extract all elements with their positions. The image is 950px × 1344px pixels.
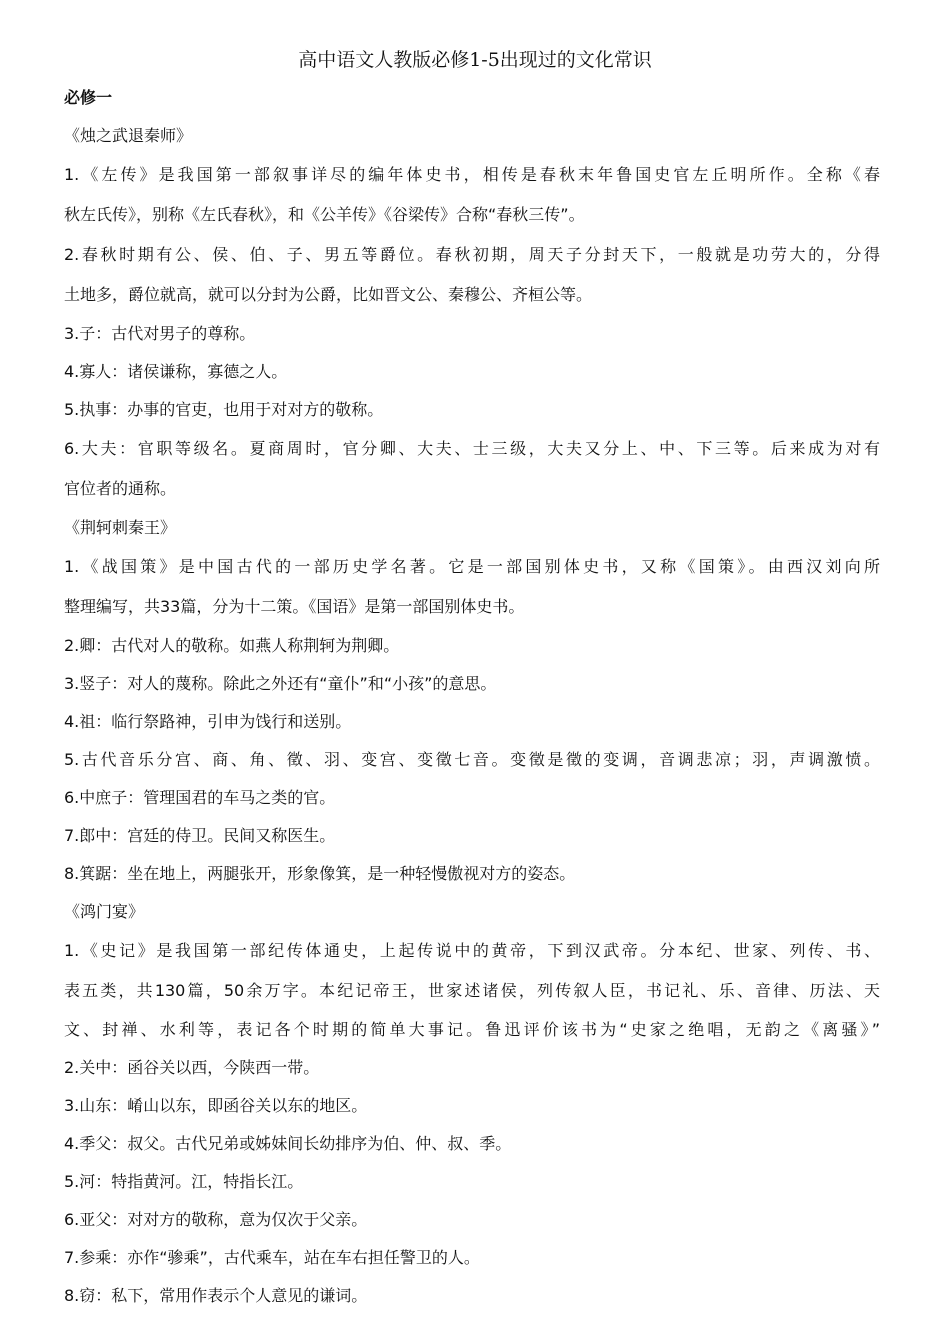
paragraph-line: 5.古代音乐分宫、商、角、徵、羽、变宫、变徵七音。变徵是徵的变调，音调悲凉；羽，声调激愤。 [64,750,880,769]
paragraph-line: 秋左氏传》，别称《左氏春秋》，和《公羊传》《谷梁传》合称“春秋三传”。 [64,205,585,224]
paragraph-line: 4.季父：叔父。古代兄弟或姊妹间长幼排序为伯、仲、叔、季。 [64,1134,512,1153]
paragraph-line: 2.关中：函谷关以西，今陕西一带。 [64,1058,320,1077]
article-heading: 《鸿门宴》 [64,902,145,921]
paragraph-line: 文、封禅、水利等，表记各个时期的简单大事记。鲁迅评价该书为“史家之绝唱，无韵之《离骚》” [64,1020,880,1039]
paragraph-line: 2.卿：古代对人的敬称。如燕人称荆轲为荆卿。 [64,636,400,655]
paragraph-line: 表五类，共130篇，50余万字。本纪记帝王，世家述诸侯，列传叙人臣，书记礼、乐、音律、历法、天 [64,981,880,1000]
paragraph-line: 土地多，爵位就高，就可以分封为公爵，比如晋文公、秦穆公、齐桓公等。 [64,285,593,304]
paragraph-line: 8.箕踞：坐在地上，两腿张开，形象像箕，是一种轻慢傲视对方的姿态。 [64,864,576,883]
paragraph-line: 7.参乘：亦作“骖乘”，古代乘车，站在车右担任警卫的人。 [64,1248,480,1267]
paragraph-line: 1.《左传》是我国第一部叙事详尽的编年体史书，相传是春秋末年鲁国史官左丘明所作。全称《春 [64,165,880,184]
paragraph-line: 1.《史记》是我国第一部纪传体通史，上起传说中的黄帝，下到汉武帝。分本纪、世家、列传、书、 [64,941,880,960]
paragraph-line: 5.河：特指黄河。江，特指长江。 [64,1172,304,1191]
paragraph-line: 4.祖：临行祭路神，引申为饯行和送别。 [64,712,352,731]
section-heading-bixiu-1: 必修一 [64,88,113,107]
paragraph-line: 4.寡人：诸侯谦称，寡德之人。 [64,362,288,381]
article-heading: 《烛之武退秦师》 [64,126,193,145]
paragraph-line: 6.亚父：对对方的敬称，意为仅次于父亲。 [64,1210,368,1229]
paragraph-line: 3.竖子：对人的蔑称。除此之外还有“童仆”和“小孩”的意思。 [64,674,497,693]
paragraph-line: 3.山东：崤山以东，即函谷关以东的地区。 [64,1096,368,1115]
paragraph-line: 7.郎中：宫廷的侍卫。民间又称医生。 [64,826,336,845]
document-body [64,79,880,1315]
paragraph-line: 6.大夫：官职等级名。夏商周时，官分卿、大夫、士三级，大夫又分上、中、下三等。后来成为对有 [64,439,880,458]
paragraph-line: 整理编写，共33篇，分为十二策。《国语》是第一部国别体史书。 [64,597,525,616]
paragraph-line: 1.《战国策》是中国古代的一部历史学名著。它是一部国别体史书，又称《国策》。由西汉刘向所 [64,557,880,576]
paragraph-line: 3.子：古代对男子的尊称。 [64,324,256,343]
page-title: 高中语文人教版必修1-5出现过的文化常识 [298,49,652,71]
paragraph-line: 8.窃：私下，常用作表示个人意见的谦词。 [64,1286,368,1305]
paragraph-line: 6.中庶子：管理国君的车马之类的官。 [64,788,336,807]
paragraph-line: 2.春秋时期有公、侯、伯、子、男五等爵位。春秋初期，周天子分封天下，一般就是功劳大的，分得 [64,245,880,264]
paragraph-line: 官位者的通称。 [64,479,177,498]
article-heading: 《荆轲刺秦王》 [64,518,177,537]
paragraph-line: 5.执事：办事的官吏，也用于对对方的敬称。 [64,400,384,419]
